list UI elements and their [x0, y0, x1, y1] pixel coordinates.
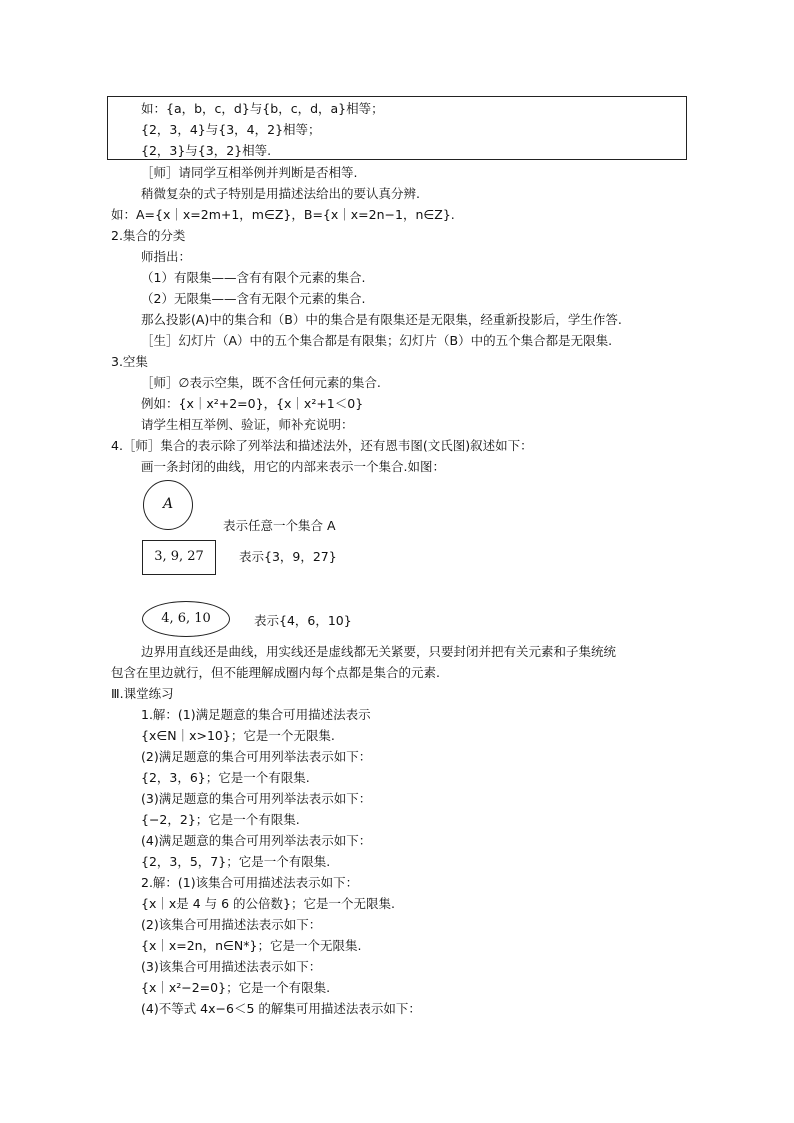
- paragraph-text: 边界用直线还是曲线，用实线还是虚线都无关紧要，只要封闭并把有关元素和子集统统: [141, 644, 617, 659]
- teacher-prompt: ［师］请同学互相举例并判断是否相等.: [141, 165, 358, 180]
- venn-rectangle-label: 3, 9, 27: [154, 549, 204, 565]
- paragraph-text: 师指出：: [141, 249, 192, 264]
- solution-line: (2)该集合可用描述法表示如下：: [141, 917, 322, 932]
- solution-line: {2，3，6}；它是一个有限集.: [141, 770, 310, 785]
- solution-line: {x｜x是 4 与 6 的公倍数}；它是一个无限集.: [141, 896, 395, 911]
- box-line-2: {2，3，4}与{3，4，2}相等；: [141, 122, 321, 137]
- solution-line: 1.解：(1)满足题意的集合可用描述法表示: [141, 707, 371, 722]
- solution-line: 2.解：(1)该集合可用描述法表示如下：: [141, 875, 359, 890]
- box-line-1: 如：{a，b，c，d}与{b，c，d，a}相等；: [141, 101, 384, 116]
- solution-line: (3)该集合可用描述法表示如下：: [141, 959, 322, 974]
- venn-ellipse: [142, 601, 230, 637]
- example-equation: 例如：{x｜x²+2=0}，{x｜x²+1＜0}: [141, 396, 364, 411]
- solution-line: (4)满足题意的集合可用列举法表示如下：: [141, 833, 372, 848]
- section-heading-classification: 2.集合的分类: [111, 228, 186, 243]
- paragraph-text: 画一条封闭的曲线，用它的内部来表示一个集合.如图：: [141, 459, 445, 474]
- list-item: （2）无限集——含有无限个元素的集合.: [141, 291, 366, 306]
- section-heading-venn: 4.［师］集合的表示除了列举法和描述法外，还有恩韦图(文氏图)叙述如下：: [111, 438, 533, 453]
- venn-ellipse-caption: 表示{4，6，10}: [254, 613, 352, 628]
- example-equation: 如：A={x｜x=2m+1，m∈Z}，B={x｜x=2n−1，n∈Z}.: [111, 207, 455, 222]
- solution-line: {2，3，5，7}；它是一个有限集.: [141, 854, 331, 869]
- paragraph-text: 请学生相互举例、验证，师补充说明：: [141, 417, 354, 432]
- solution-line: {x｜x²−2=0}；它是一个有限集.: [141, 980, 331, 995]
- venn-rectangle-caption: 表示{3，9，27}: [239, 549, 337, 564]
- venn-circle: [143, 480, 193, 530]
- solution-line: {x∈N｜x>10}；它是一个无限集.: [141, 728, 335, 743]
- solution-line: (3)满足题意的集合可用列举法表示如下：: [141, 791, 372, 806]
- box-line-3: {2，3}与{3，2}相等.: [141, 143, 272, 158]
- solution-line: (4)不等式 4x−6＜5 的解集可用描述法表示如下：: [141, 1001, 421, 1016]
- solution-line: {−2，2}；它是一个有限集.: [141, 812, 300, 827]
- venn-rectangle: [142, 540, 216, 575]
- teacher-prompt: ［师］∅表示空集，既不含任何元素的集合.: [141, 375, 381, 390]
- venn-ellipse-label: 4, 6, 10: [161, 610, 211, 626]
- section-heading-practice: Ⅲ.课堂练习: [111, 686, 174, 701]
- paragraph-text: 那么投影(A)中的集合和（B）中的集合是有限集还是无限集，经重新投影后，学生作答.: [141, 312, 622, 327]
- paragraph-text: 稍微复杂的式子特别是用描述法给出的要认真分辨.: [141, 186, 420, 201]
- solution-line: {x｜x=2n，n∈N*}；它是一个无限集.: [141, 938, 362, 953]
- venn-circle-label: A: [162, 496, 174, 513]
- paragraph-text: 包含在里边就行，但不能理解成圈内每个点都是集合的元素.: [111, 665, 440, 680]
- section-heading-empty-set: 3.空集: [111, 354, 148, 369]
- venn-circle-caption: 表示任意一个集合 A: [223, 518, 336, 533]
- student-answer: ［生］幻灯片（A）中的五个集合都是有限集；幻灯片（B）中的五个集合都是无限集.: [141, 333, 613, 348]
- list-item: （1）有限集——含有有限个元素的集合.: [141, 270, 366, 285]
- solution-line: (2)满足题意的集合可用列举法表示如下：: [141, 749, 372, 764]
